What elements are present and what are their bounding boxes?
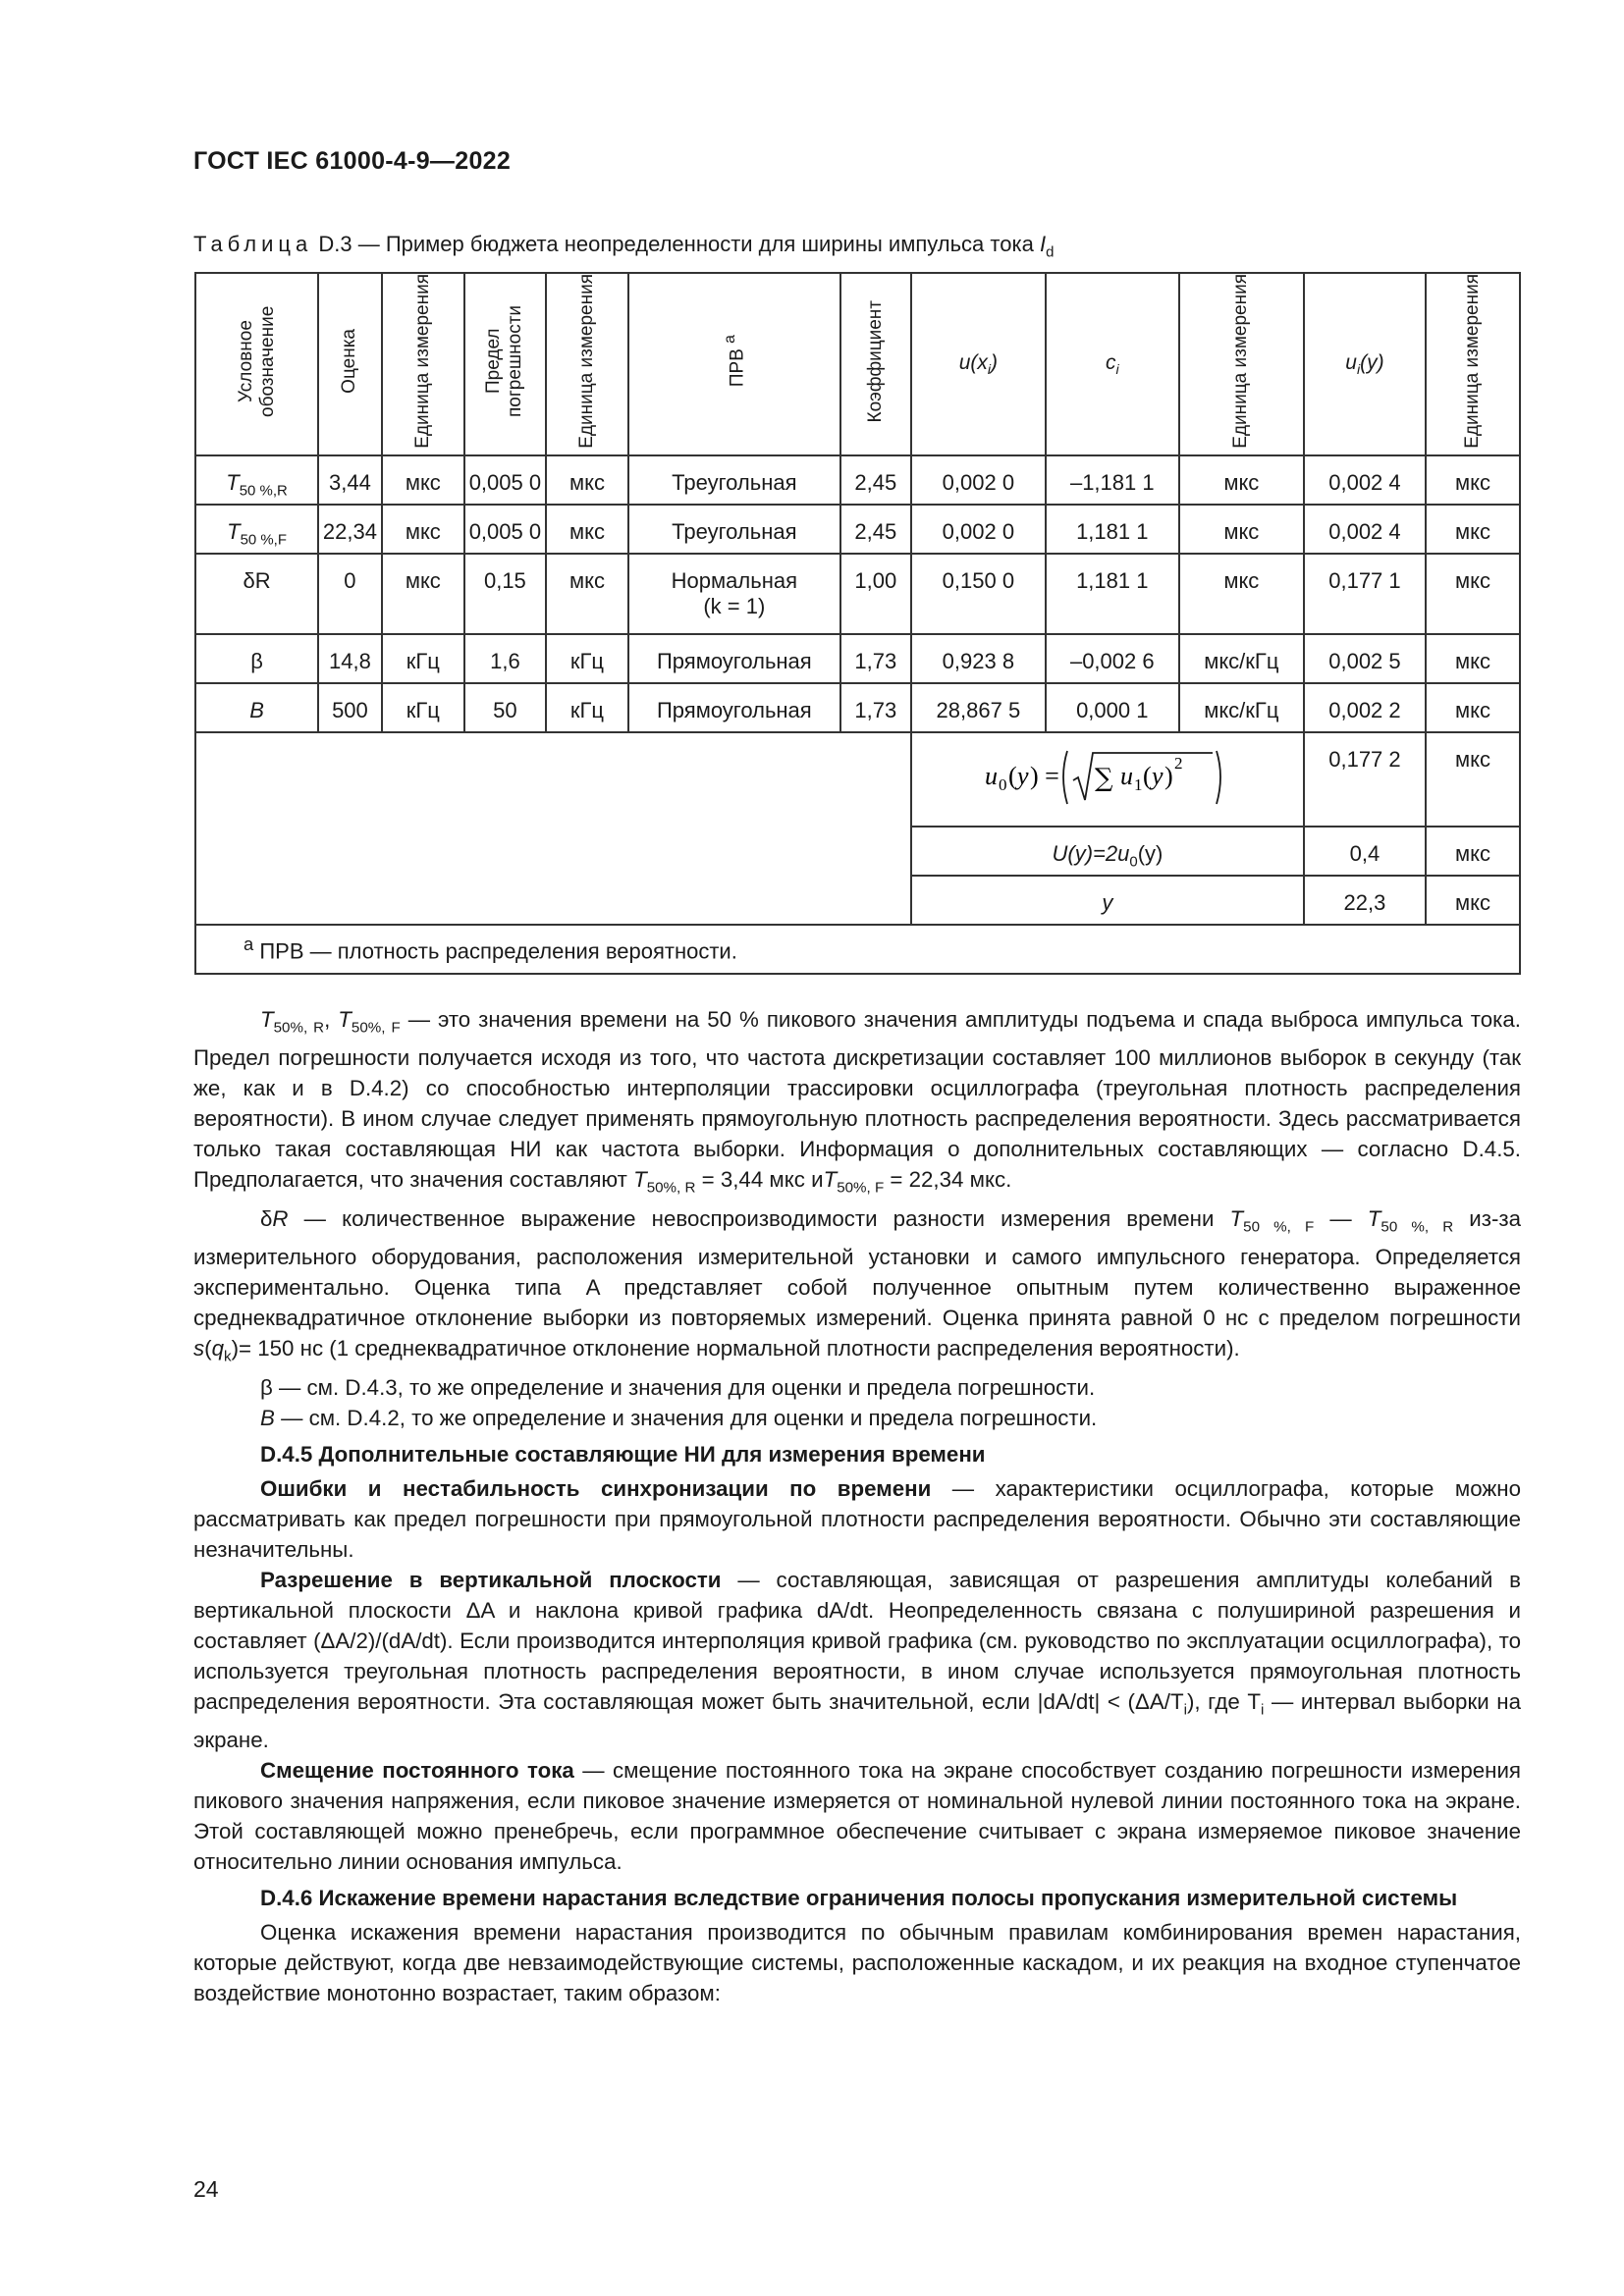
svg-text:u: u <box>1119 762 1133 790</box>
header-cell: Оценка <box>318 273 382 455</box>
page-number: 24 <box>193 2176 219 2202</box>
paragraph-dc-offset: Смещение постоянного тока — смещение постоянного тока на экране способствует созданию погрешности измерения пикового значения напряжения, если пиковое значение измеряется от номинальной нулевой линии постоянного тока на экране. Этой составляющей можно пренебречь, если программное обеспечение считывает с экрана измеряемое пиковое значение относительно линии основания импульса. <box>193 1758 1521 1875</box>
table-row: $T_{50 \%,R}$ 3,44 мкс 0,005 0 мкс Треугольная 2,45 0,002 0 –1,181 1 мкс 0,002 4 мкс <box>195 455 1520 505</box>
table-caption: Таблица D.3 — Пример бюджета неопределенности для ширины импульса тока $I_d$ <box>193 232 1055 261</box>
header-cell: Условное обозначение <box>195 273 318 455</box>
paragraph-delta-r: δR — количественное выражение невоспроизводимости разности измерения времени $T_{50 \%, F}$ — $T_{50 \%, R}$ из-за измерительного оборудования, расположения измерительной установки и самого импульсного генератора. Определяется экспериментально. Оценка типа A представляет собой полученное опытным путем количественно выраженное среднеквадратичное отклонение выборки из повторяемых измерений. Оценка принята равной 0 нс с пределом погрешности $s(q_k)= 150$ нс (1 среднеквадратичное отклонение нормальной плотности распределения вероятности). <box>193 1205 1522 1365</box>
header-cell: $u(x_i)$ <box>911 273 1046 455</box>
table-row: $T_{50 \%,F}$ 22,34 мкс 0,005 0 мкс Треугольная 2,45 0,002 0 1,181 1 мкс 0,002 4 мкс <box>195 505 1520 554</box>
section-heading-d46: D.4.6 Искажение времени нарастания вследствие ограничения полосы пропускания измерительной системы <box>260 1886 1458 1911</box>
summary-row-combined: u 0 ( y ) = ∑ u 1 ( y ) 2 0,177 2 мкс <box>195 732 1520 827</box>
section-heading-d45: D.4.5 Дополнительные составляющие НИ для измерения времени <box>260 1441 986 1467</box>
paragraph-sync: Ошибки и нестабильность синхронизации по времени — характеристики осциллографа, которые можно рассматривать как предел погрешности при прямоугольной плотности распределения вероятности. Обычно эти составляющие незначительны. <box>193 1475 1521 1562</box>
header-cell: Коэффициент <box>840 273 911 455</box>
table-row: β 14,8 кГц 1,6 кГц Прямоугольная 1,73 0,923 8 –0,002 6 мкс/кГц 0,002 5 мкс <box>195 634 1520 683</box>
svg-text:) =: ) = <box>1029 762 1059 790</box>
header-cell: Предел погрешности <box>464 273 546 455</box>
table-row: δR 0 мкс 0,15 мкс Нормальная (k = 1) 1,00 0,150 0 1,181 1 мкс 0,177 1 мкс <box>195 554 1520 634</box>
header-cell: Единица измерения <box>1426 273 1520 455</box>
svg-text:2: 2 <box>1173 754 1183 773</box>
paragraph-b: B — см. D.4.2, то же определение и значения для оценки и предела погрешности. <box>260 1405 1098 1430</box>
svg-text:y: y <box>1151 762 1164 790</box>
header-cell: Единица измерения <box>1179 273 1304 455</box>
summary-row-result: y 22,3 мкс <box>195 876 1520 925</box>
svg-text:): ) <box>1164 762 1173 790</box>
svg-text:y: y <box>1016 762 1029 790</box>
header-cell: ПРВ $^a$ <box>628 273 840 455</box>
paragraph-beta: β — см. D.4.3, то же определение и значения для оценки и предела погрешности. <box>260 1374 1096 1400</box>
svg-text:1: 1 <box>1133 775 1143 794</box>
uncertainty-budget-table <box>194 272 1521 975</box>
svg-text:(: ( <box>1142 762 1152 790</box>
table-row: B 500 кГц 50 кГц Прямоугольная 1,73 28,867 5 0,000 1 мкс/кГц 0,002 2 мкс <box>195 683 1520 732</box>
svg-text:∑: ∑ <box>1094 764 1113 793</box>
paragraph-vertical-resolution: Разрешение в вертикальной плоскости — составляющая, зависящая от разрешения амплитуды колебаний в вертикальной плоскости ΔA и наклона кривой графика dA/dt. Неопределенность связана с полушириной разрешения и составляет (ΔA/2)/(dA/dt). Если производится интерполяция кривой графика (см. руководство по эксплуатации осциллографа), то используется треугольная плотность распределения вероятности, в ином случае используется прямоугольная плотность распределения вероятности. Эта составляющая может быть значительной, если $|dA/dt| < (\Delta A/T_i)$, где $T_i$ — интервал выборки на экране. <box>193 1567 1522 1753</box>
paragraph-rise-time: Оценка искажения времени нарастания производится по обычным правилам комбинирования времен нарастания, которые действуют, когда две невзаимодействующие системы, расположенные каскадом, и их реакция на входное ступенчатое воздействие монотонно возрастает, таким образом: <box>193 1920 1521 2006</box>
svg-text:(: ( <box>1007 762 1017 790</box>
table-footnote-row <box>195 925 1520 974</box>
header-cell: $u_i(y)$ <box>1304 273 1426 455</box>
summary-row-expanded: $U(y)=2u_0(y)$ 0,4 мкс <box>195 827 1520 876</box>
svg-text:u: u <box>984 762 998 790</box>
header-cell: $c_i$ <box>1046 273 1179 455</box>
header-cell: Единица измерения <box>546 273 628 455</box>
table-footnote: $^a$ ПРВ — плотность распределения вероятности. <box>195 925 1520 974</box>
document-header: ГОСТ IEC 61000-4-9—2022 <box>193 147 512 175</box>
svg-text:0: 0 <box>998 775 1007 794</box>
header-cell: Единица измерения <box>382 273 464 455</box>
body-text <box>193 1004 1521 2008</box>
table-header-row <box>195 273 1520 455</box>
paragraph-t50: $T_{50\%, R}$, $T_{50\%, F}$ — это значения времени на 50 % пикового значения амплитуды подъема и спада выброса импульса тока. Предел погрешности получается исходя из того, что частота дискретизации составляет 100 миллионов выборок в секунду (так же, как и в D.4.2) со способностью интерполяции трассировки осциллографа (треугольная плотность распределения вероятности). В ином случае следует применять прямоугольную плотность распределения вероятности. Здесь рассматривается только такая составляющая НИ как частота выборки. Информация о дополнительных составляющих — согласно D.4.5. Предполагается, что значения составляют $T_{50\%, R} = 3,44$ мкс $иT_{50\%, F} = 22,34$ мкс. <box>193 1007 1522 1197</box>
combined-uncertainty-formula <box>911 732 1304 827</box>
combined-uncertainty-formula-svg <box>985 741 1230 810</box>
